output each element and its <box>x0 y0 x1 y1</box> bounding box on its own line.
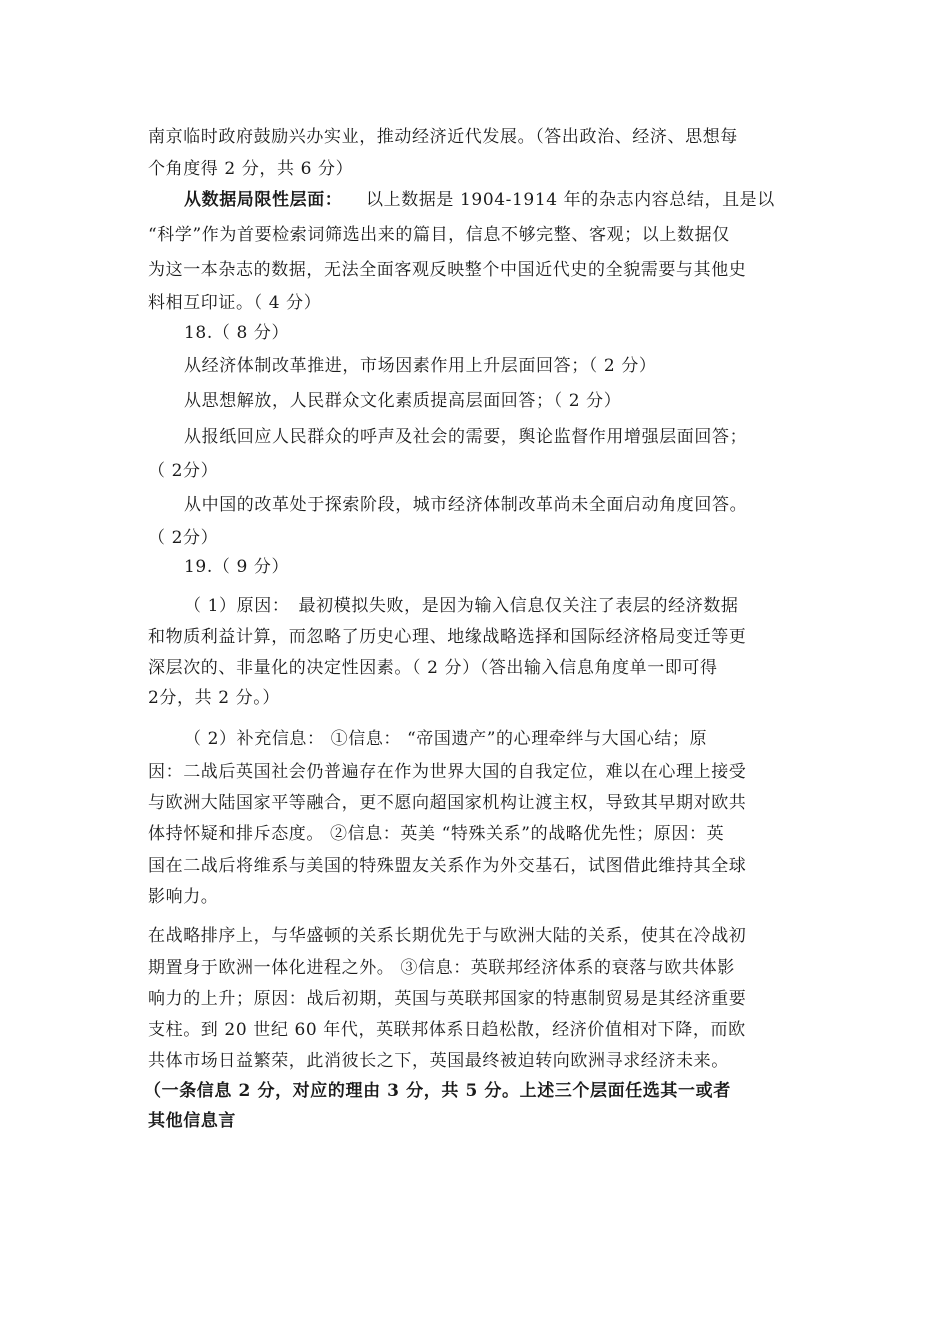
text-line: 国在二战后将维系与美国的特殊盟友关系作为外交基石，试图借此维持其全球 <box>148 856 747 876</box>
text-line: 支柱。到 20 世纪 60 年代，英联邦体系日趋松散，经济价值相对下降，而欧 <box>148 1020 746 1040</box>
text-line: 南京临时政府鼓励兴办实业，推动经济近代发展。（答出政治、经济、思想每 <box>148 127 738 147</box>
text-line: 以上数据是 1904-1914 年的杂志内容总结，且是以 <box>366 190 775 210</box>
text-line: 从经济体制改革推进，市场因素作用上升层面回答；（ 2 分） <box>184 356 657 376</box>
text-line: （ 2分） <box>148 461 219 481</box>
text-line: 个角度得 2 分，共 6 分） <box>148 159 354 179</box>
text-line: 和物质利益计算，而忽略了历史心理、地缘战略选择和国际经济格局变迁等更 <box>148 627 747 647</box>
text-line: （ 2分） <box>148 528 219 548</box>
text-line: 影响力。 <box>148 887 219 907</box>
section-heading: 从数据局限性层面： <box>184 190 343 210</box>
text-line: 共体市场日益繁荣，此消彼长之下，英国最终被迫转向欧洲寻求经济未来。 <box>148 1051 729 1071</box>
text-line: “科学”作为首要检索词筛选出来的篇目，信息不够完整、客观；以上数据仅 <box>148 225 730 245</box>
text-line: 从中国的改革处于探索阶段，城市经济体制改革尚未全面启动角度回答。 <box>184 495 748 515</box>
text-line: 2分，共 2 分。） <box>148 688 280 708</box>
text-line: 期置身于欧洲一体化进程之外。 ③信息：英联邦经济体系的衰落与欧共体影 <box>148 958 735 978</box>
text-line: 为这一本杂志的数据，无法全面客观反映整个中国近代史的全貌需要与其他史 <box>148 260 747 280</box>
text-line: 料相互印证。（ 4 分） <box>148 293 322 313</box>
question-number: 19.（ 9 分） <box>184 557 290 577</box>
text-line: 从思想解放，人民群众文化素质提高层面回答；（ 2 分） <box>184 391 622 411</box>
text-line: 从报纸回应人民群众的呼声及社会的需要，舆论监督作用增强层面回答； <box>184 427 748 447</box>
text-line: （ 1）原因： 最初模拟失败，是因为输入信息仅关注了表层的经济数据 <box>184 596 739 616</box>
text-line: （ 2）补充信息： ①信息： “帝国遗产”的心理牵绊与大国心结；原 <box>184 729 708 749</box>
text-line: 与欧洲大陆国家平等融合，更不愿向超国家机构让渡主权，导致其早期对欧共 <box>148 793 747 813</box>
text-line: 响力的上升；原因：战后初期，英国与英联邦国家的特惠制贸易是其经济重要 <box>148 989 747 1009</box>
question-number: 18.（ 8 分） <box>184 323 290 343</box>
scoring-note: 其他信息言 <box>148 1111 236 1131</box>
text-line: 体持怀疑和排斥态度。 ②信息：英美 “特殊关系”的战略优先性；原因：英 <box>148 824 725 844</box>
text-line: 在战略排序上，与华盛顿的关系长期优先于与欧洲大陆的关系，使其在冷战初 <box>148 926 747 946</box>
text-line: 深层次的、非量化的决定性因素。（ 2 分）（答出输入信息角度单一即可得 <box>148 658 718 678</box>
scoring-note: （一条信息 2 分，对应的理由 3 分，共 5 分。上述三个层面任选其一或者 <box>144 1081 731 1101</box>
text-line: 因：二战后英国社会仍普遍存在作为世界大国的自我定位，难以在心理上接受 <box>148 762 747 782</box>
